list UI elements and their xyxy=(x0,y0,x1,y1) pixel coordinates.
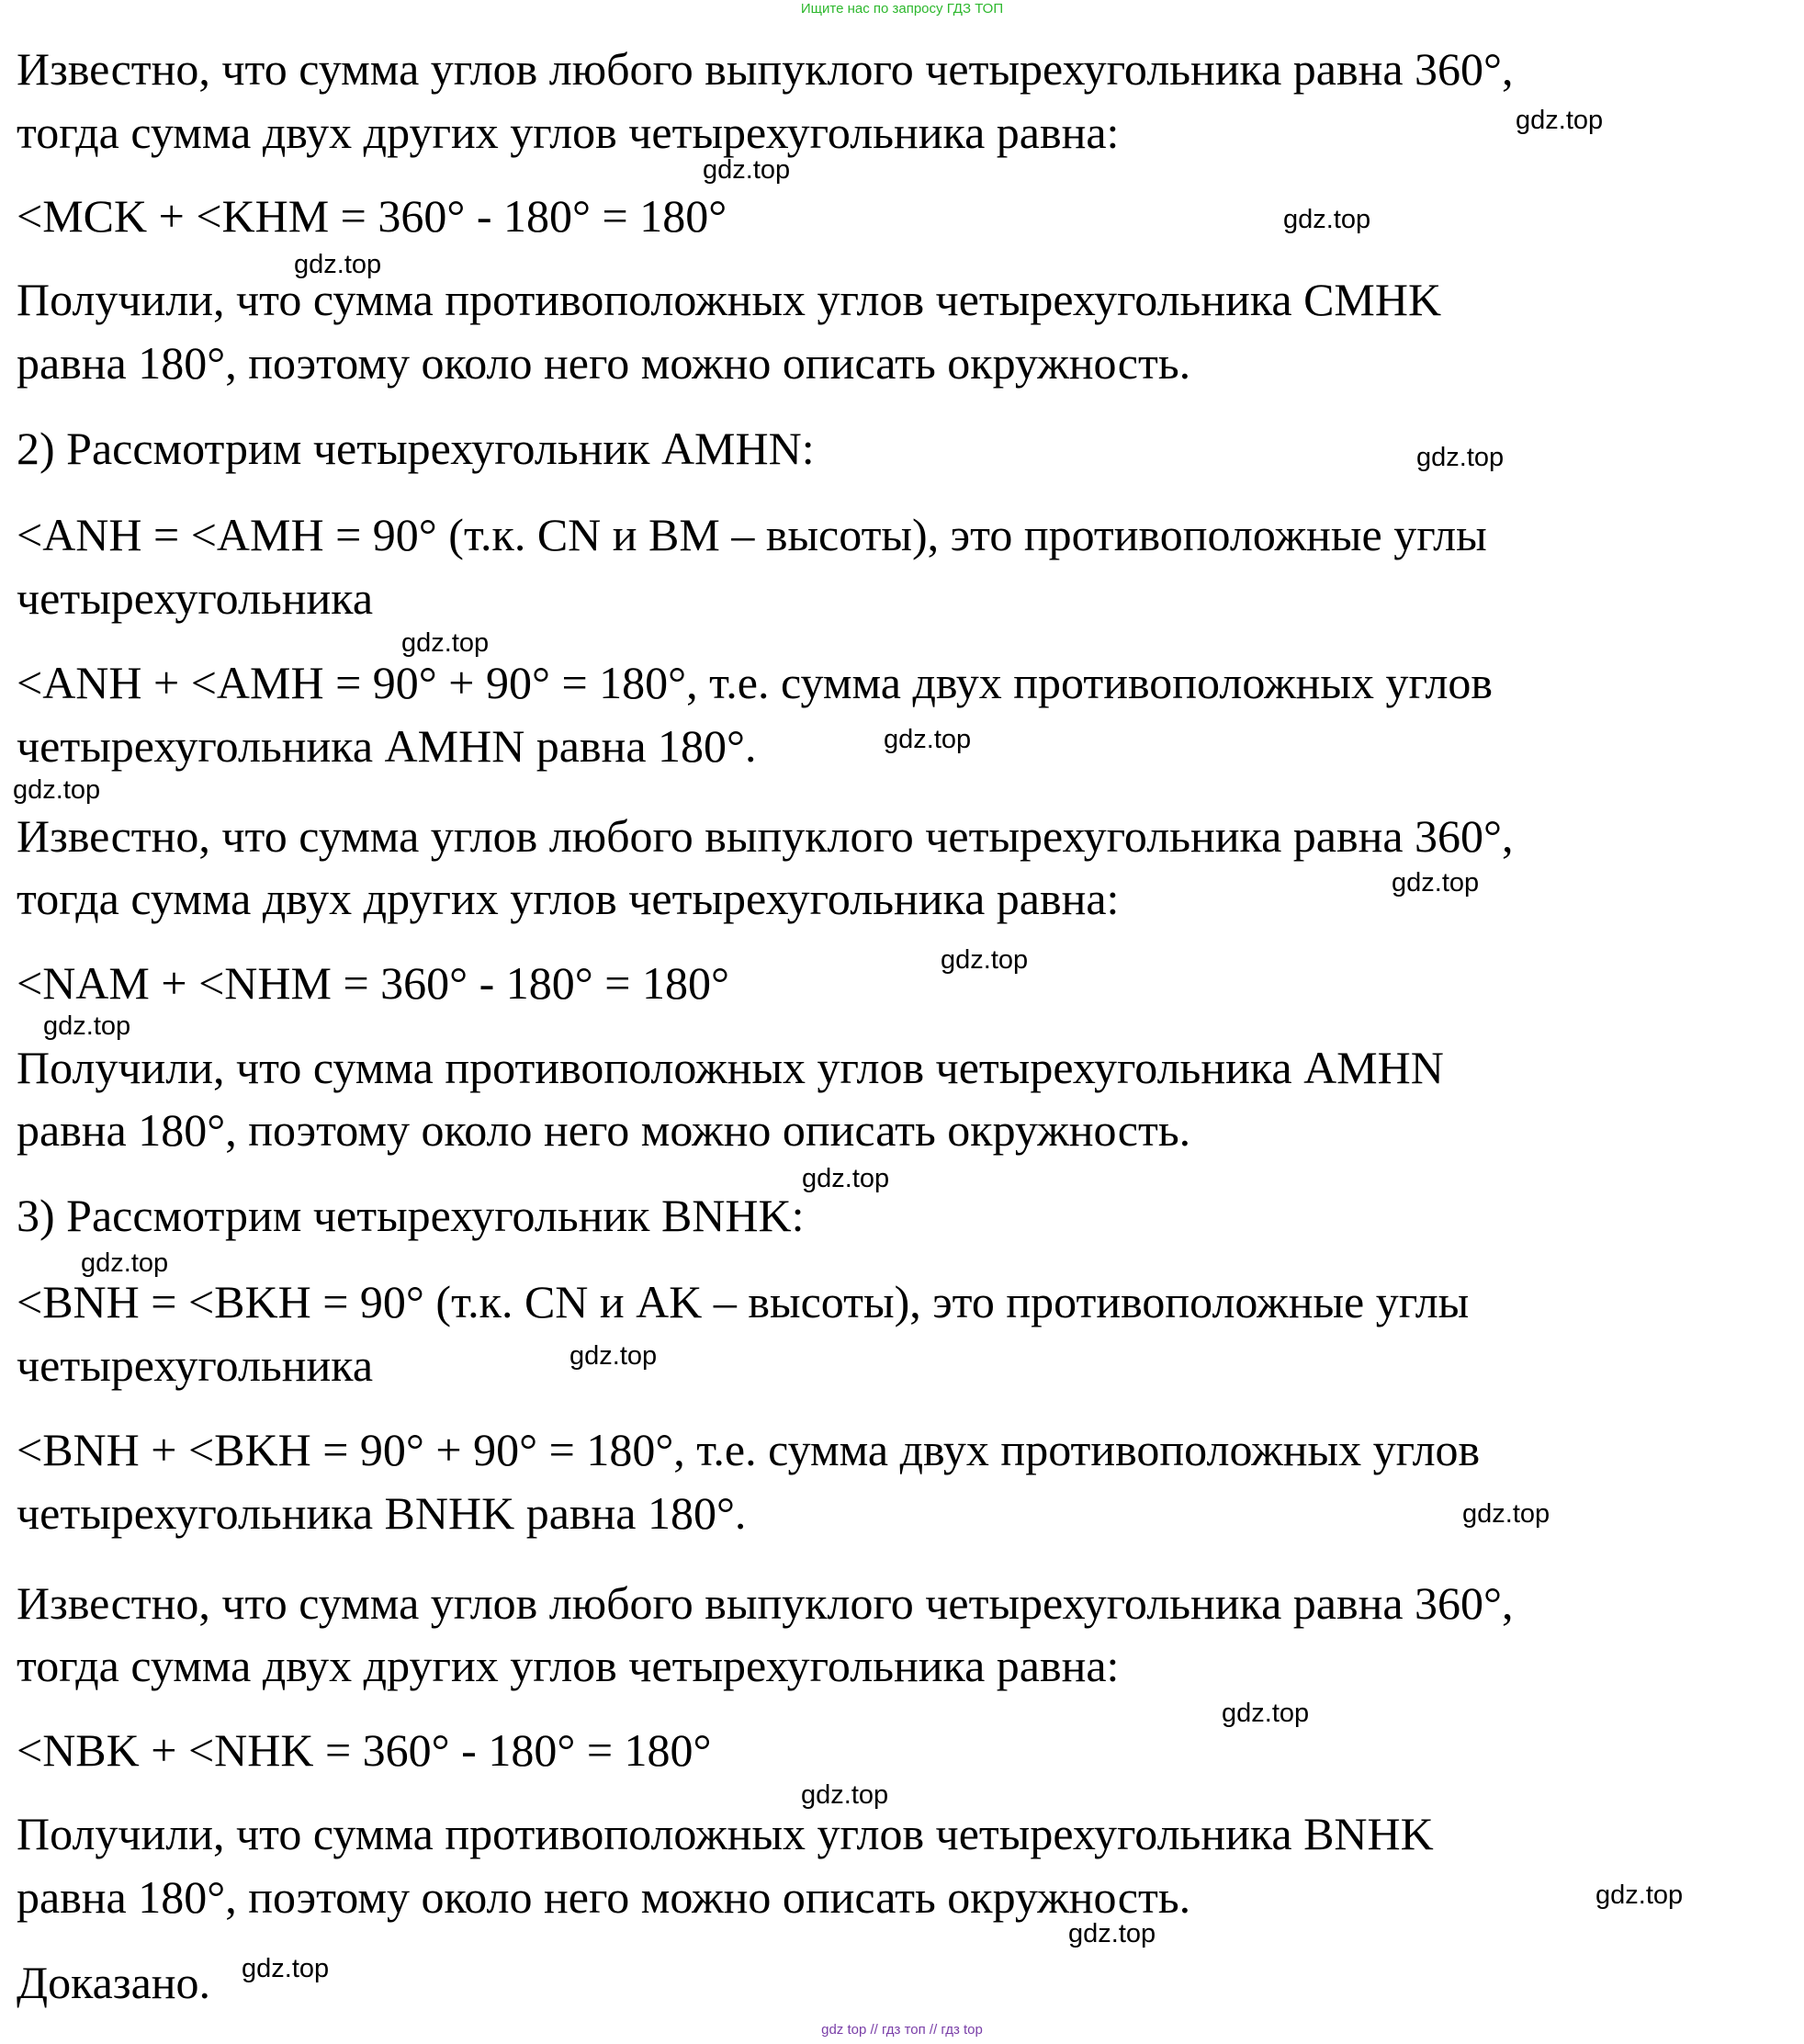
watermark: gdz.top xyxy=(802,1164,890,1193)
watermark: gdz.top xyxy=(1392,868,1480,898)
watermark: gdz.top xyxy=(43,1011,131,1041)
watermark: gdz.top xyxy=(1222,1699,1310,1728)
equation-line: <ANH + <AMH = 90° + 90° = 180°, т.е. сумма двух противоположных углов xyxy=(17,657,1494,708)
text-line: равна 180°, поэтому около него можно описать окружность. xyxy=(17,1871,1191,1923)
text-line: тогда сумма двух других углов четырехугольника равна: xyxy=(17,873,1120,924)
watermark: gdz.top xyxy=(801,1780,889,1810)
watermark: gdz.top xyxy=(242,1954,330,1983)
text-line: <BNH = <BKH = 90° (т.к. CN и AK – высоты), это противоположные углы xyxy=(17,1276,1470,1327)
text-line: четырехугольника BNHK равна 180°. xyxy=(17,1487,747,1539)
section-heading: 3) Рассмотрим четырехугольник BNHK: xyxy=(17,1190,805,1241)
text-line: равна 180°, поэтому около него можно описать окружность. xyxy=(17,1104,1191,1156)
text-line: четырехугольника AMHN равна 180°. xyxy=(17,720,757,772)
equation-line: <BNH + <BKH = 90° + 90° = 180°, т.е. сумма двух противоположных углов xyxy=(17,1424,1481,1475)
watermark: gdz.top xyxy=(13,775,101,805)
text-line: Известно, что сумма углов любого выпуклого четырехугольника равна 360°, xyxy=(17,810,1514,862)
text-line: Получили, что сумма противоположных углов четырехугольника CMHK xyxy=(17,274,1442,325)
text-line: Известно, что сумма углов любого выпуклого четырехугольника равна 360°, xyxy=(17,43,1514,95)
text-line: Известно, что сумма углов любого выпуклого четырехугольника равна 360°, xyxy=(17,1577,1514,1629)
text-line: равна 180°, поэтому около него можно описать окружность. xyxy=(17,337,1191,389)
watermark: gdz.top xyxy=(1068,1919,1156,1948)
watermark: gdz.top xyxy=(1416,443,1505,472)
equation-line: <MCK + <KHM = 360° - 180° = 180° xyxy=(17,190,727,242)
header-search-note: Ищите нас по запросу ГДЗ ТОП xyxy=(800,1,1004,17)
text-line: Получили, что сумма противоположных углов четырехугольника BNHK xyxy=(17,1808,1434,1859)
watermark: gdz.top xyxy=(81,1248,169,1278)
watermark: gdz.top xyxy=(1516,106,1604,135)
text-line: <ANH = <AMH = 90° (т.к. CN и BM – высоты), это противоположные углы xyxy=(17,509,1487,560)
conclusion-text: Доказано. xyxy=(17,1957,211,2008)
text-line: тогда сумма двух других углов четырехугольника равна: xyxy=(17,107,1120,158)
watermark: gdz.top xyxy=(1283,205,1371,234)
watermark: gdz.top xyxy=(1595,1880,1684,1910)
watermark: gdz.top xyxy=(1462,1499,1550,1529)
watermark: gdz.top xyxy=(569,1341,658,1371)
watermark: gdz.top xyxy=(941,945,1029,975)
section-heading: 2) Рассмотрим четырехугольник AMHN: xyxy=(17,423,815,474)
equation-line: <NAM + <NHM = 360° - 180° = 180° xyxy=(17,957,729,1009)
text-line: тогда сумма двух других углов четырехугольника равна: xyxy=(17,1640,1120,1691)
watermark: gdz.top xyxy=(703,155,791,185)
watermark: gdz.top xyxy=(884,725,972,754)
text-line: Получили, что сумма противоположных углов четырехугольника AMHN xyxy=(17,1042,1444,1093)
watermark: gdz.top xyxy=(294,250,382,279)
footer-note: gdz top // гдз топ // гдз top xyxy=(821,2022,983,2038)
text-line: четырехугольника xyxy=(17,572,374,624)
watermark: gdz.top xyxy=(401,628,490,658)
text-line: четырехугольника xyxy=(17,1339,374,1391)
equation-line: <NBK + <NHK = 360° - 180° = 180° xyxy=(17,1724,712,1776)
